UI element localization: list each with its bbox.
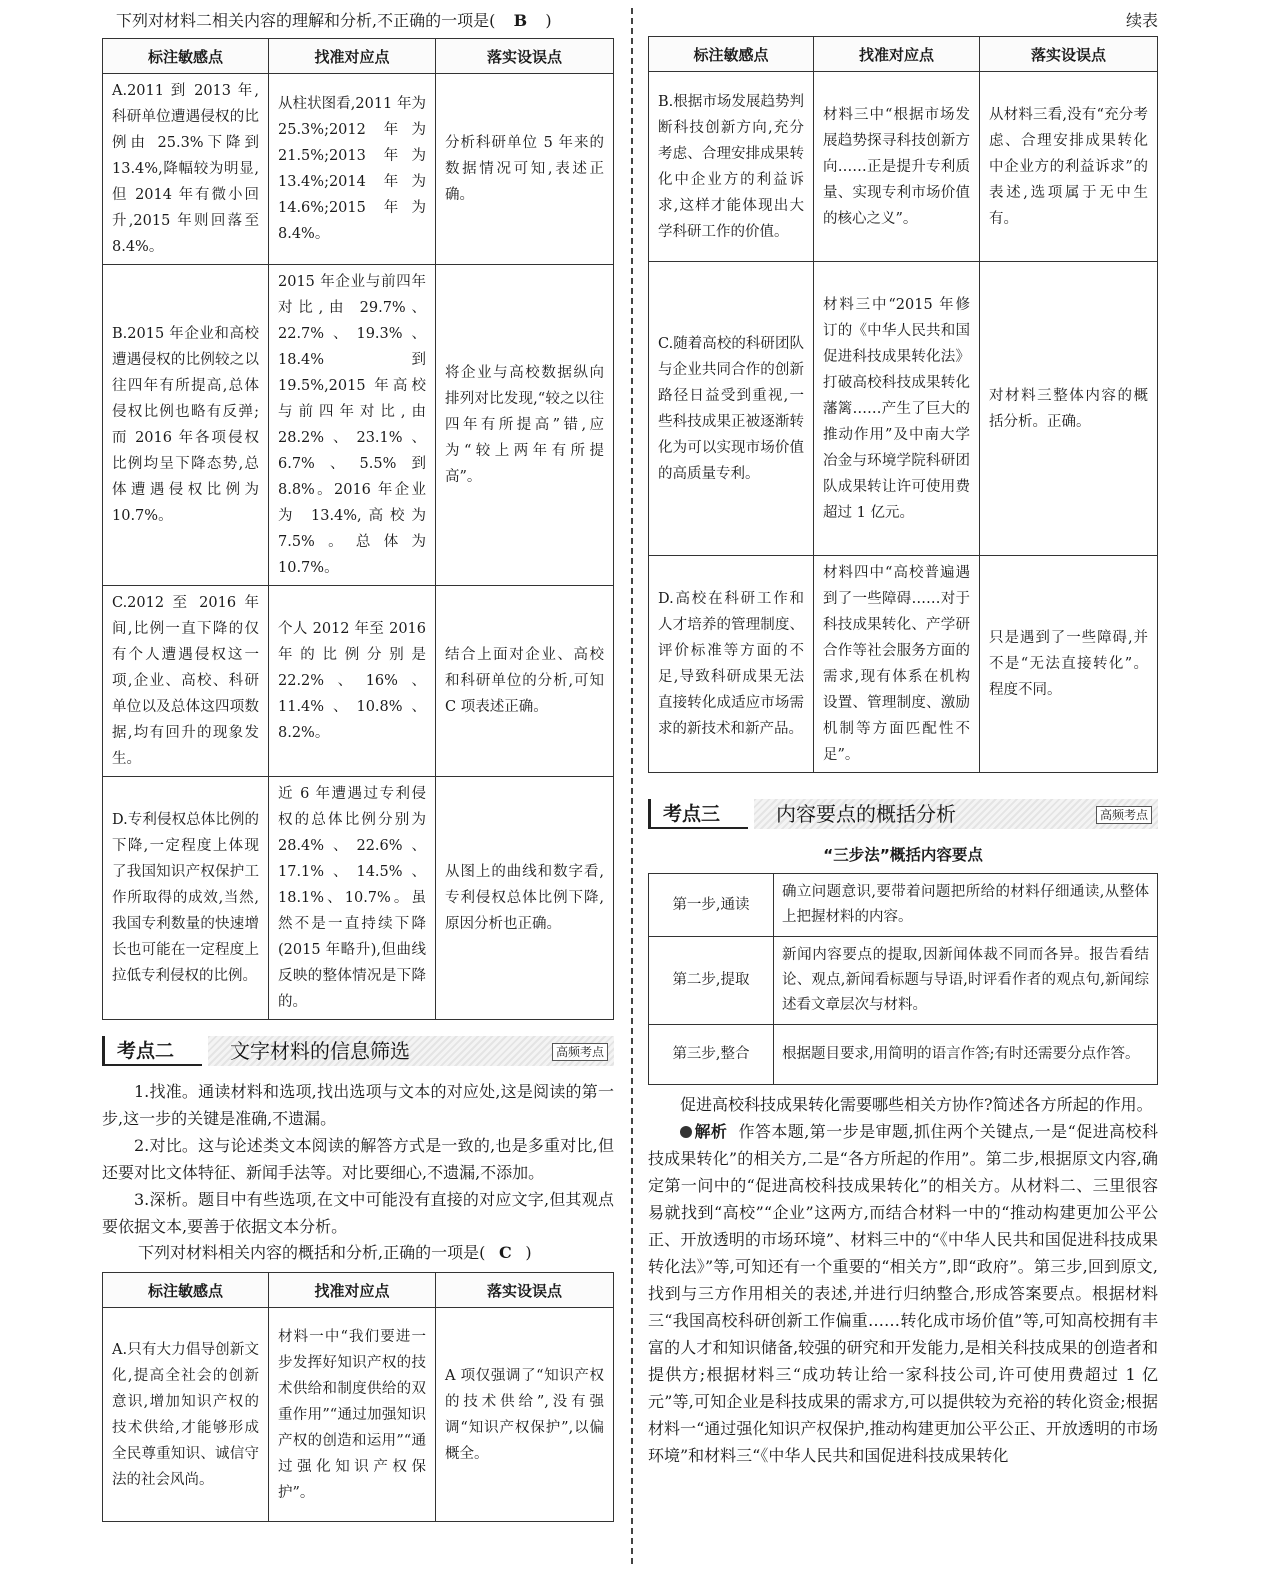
question-2: [102, 1240, 614, 1266]
table-cell: 只是遇到了一些障碍,并不是“无法直接转化”。程度不同。: [980, 556, 1158, 773]
step-name: 第一步,通读: [649, 874, 774, 937]
question-2-answer: C: [498, 1243, 512, 1262]
question-1: [102, 8, 614, 34]
table-cell: 将企业与高校数据纵向排列对比发现,“较之以往四年有所提高”错,应为“较上两年有所提高”。: [436, 265, 614, 586]
paragraph: 3.深析。题目中有些选项,在文中可能没有直接的对应文字,但其观点要依据文本,要善于依据文本分析。: [102, 1190, 614, 1236]
step-text: 根据题目要求,用简明的语言作答;有时还需要分点作答。: [774, 1025, 1158, 1085]
table-cell: 材料四中“高校普遍遇到了一些障碍……对于科技成果转化、产学研合作等社会服务方面的需求,现有体系在机构设置、管理制度、激励机制等方面匹配性不足”。: [814, 556, 980, 773]
table-row: [103, 586, 614, 777]
question-2-suffix: ): [525, 1243, 532, 1262]
table-header: 找准对应点: [269, 39, 436, 74]
table-row: [649, 72, 1158, 262]
paragraph: 1.找准。通读材料和选项,找出选项与文本的对应处,这是阅读的第一步,这一步的关键是准确,不遗漏。: [102, 1082, 614, 1128]
section-title: 内容要点的概括分析: [776, 802, 956, 826]
table-header: 落实设误点: [436, 39, 614, 74]
table-header: 标注敏感点: [649, 37, 814, 72]
table-cell: D.高校在科研工作和人才培养的管理制度、评价标准等方面的不足,导致科研成果无法直接转化成适应市场需求的新技术和新产品。: [649, 556, 814, 773]
table-header-row: [103, 1273, 614, 1308]
step-name: 第二步,提取: [649, 937, 774, 1025]
frequency-badge: 高频考点: [1096, 806, 1152, 824]
table-row: [103, 74, 614, 265]
table-header: 标注敏感点: [103, 1273, 269, 1308]
table-header-row: [103, 39, 614, 74]
table-cell: 2015 年企业与前四年对比,由 29.7%、22.7%、19.3%、18.4%到 19.5%,2015 年高校与前四年对比,由 28.2%、23.1%、6.7%、5.5%到 8.8%。2016 年企业为 13.4%,高校为 7.5%。总体为 10.7%。: [269, 265, 436, 586]
table-cell: C.随着高校的科研团队与企业共同合作的创新路径日益受到重视,一些科技成果正被逐渐转化为可以实现市场价值的高质量专利。: [649, 262, 814, 556]
table-cell: A.2011 到 2013 年,科研单位遭遇侵权的比例由 25.3%下降到 13.4%,降幅较为明显,但 2014 年有微小回升,2015 年则回落至 8.4%。: [103, 74, 269, 265]
table-cell: D.专利侵权总体比例的下降,一定程度上体现了我国知识产权保护工作所取得的成效,当然,我国专利数量的快速增长也可能在一定程度上拉低专利侵权的比例。: [103, 777, 269, 1020]
analysis-icon: [680, 1126, 692, 1138]
table-header: 标注敏感点: [103, 39, 269, 74]
table-cell: A 项仅强调了“知识产权的技术供给”,没有强调“知识产权保护”,以偏概全。: [436, 1308, 614, 1522]
analysis-label: 解析: [694, 1122, 728, 1141]
table-cell: 个人 2012 年至 2016 年的比例分别是 22.2%、16%、11.4%、10.8%、8.2%。: [269, 586, 436, 777]
analysis-paragraph: [648, 1118, 1158, 1469]
table-cell: B.2015 年企业和高校遭遇侵权的比例较之以往四年有所提高,总体侵权比例也略有反弹;而 2016 年各项侵权比例均呈下降态势,总体遭遇侵权比例为 10.7%。: [103, 265, 269, 586]
section-title: 文字材料的信息筛选: [230, 1039, 410, 1063]
table-cell: 分析科研单位 5 年来的数据情况可知,表述正确。: [436, 74, 614, 265]
analysis-text: 作答本题,第一步是审题,抓住两个关键点,一是“促进高校科技成果转化”的相关方,二是“各方所起的作用”。第二步,根据原文内容,确定第一问中的“促进高校科技成果转化”的相关方。从材料二、三里很容易就找到“高校”“企业”这两方,而结合材料一中的“推动构建更加公平公正、开放透明的市场环境”、材料三中的“《中华人民共和国促进科技成果转化法》”等,可知还有一个重要的“相关方”,即“政府”。第三步,回到原文,找到与三方作用相关的表述,并进行归纳整合,形成答案要点。根据材料三“我国高校科研创新工作偏重……转化成市场价值”等,可知高校拥有丰富的人才和知识储备,较强的研究和开发能力,是相关科技成果的创造者和提供方;根据材料三“成功转让给一家科技公司,许可使用费超过 1 亿元”等,可知企业是科技成果的需求方,可以提供较为充裕的转化资金;根据材料一“通过强化知识产权保护,推动构建更加公平公正、开放透明的市场环境”和材料三“《中华人民共和国促进科技成果转化: [648, 1122, 1158, 1465]
step-text: 确立问题意识,要带着问题把所给的材料仔细通读,从整体上把握材料的内容。: [774, 874, 1158, 937]
table-cell: 对材料三整体内容的概括分析。正确。: [980, 262, 1158, 556]
paragraph: 2.对比。这与论述类文本阅读的解答方式是一致的,也是多重对比,但还要对比文体特征、新闻手法等。对比要细心,不遗漏,不添加。: [102, 1136, 614, 1182]
table-cell: 从图上的曲线和数字看,专利侵权总体比例下降,原因分析也正确。: [436, 777, 614, 1020]
step-text: 新闻内容要点的提取,因新闻体裁不同而各异。报告看结论、观点,新闻看标题与导语,时评看作者的观点句,新闻综述看文章层次与材料。: [774, 937, 1158, 1025]
table-cell: 从柱状图看,2011 年为 25.3%;2012 年为 21.5%;2013 年为 13.4%;2014 年为 14.6%;2015 年为 8.4%。: [269, 74, 436, 265]
question-1-answer: B: [513, 11, 528, 30]
continued-label: 续表: [1125, 11, 1158, 30]
analysis-table-3: [648, 36, 1158, 773]
table-header-row: [649, 37, 1158, 72]
table-header: 落实设误点: [436, 1273, 614, 1308]
table-row: [649, 874, 1158, 937]
table-cell: C.2012 至 2016 年间,比例一直下降的仅有个人遭遇侵权这一项,企业、高校、科研单位以及总体这四项数据,均有回升的现象发生。: [103, 586, 269, 777]
section-number: 考点二: [102, 1036, 202, 1066]
table-cell: 材料一中“我们要进一步发挥好知识产权的技术供给和制度供给的双重作用”“通过加强知识产权的创造和运用”“通过强化知识产权保护”。: [269, 1308, 436, 1522]
table-cell: 材料三中“2015 年修订的《中华人民共和国促进科技成果转化法》打破高校科技成果转化藩篱……产生了巨大的推动作用”及中南大学冶金与环境学院科研团队成果转让许可使用费超过 1 亿元。: [814, 262, 980, 556]
frequency-badge: 高频考点: [552, 1043, 608, 1061]
left-column: [102, 8, 614, 1522]
table-cell: 从材料三看,没有“充分考虑、合理安排成果转化中企业方的利益诉求”的表述,选项属于无中生有。: [980, 72, 1158, 262]
table-cell: 结合上面对企业、高校和科研单位的分析,可知 C 项表述正确。: [436, 586, 614, 777]
table-header: 找准对应点: [269, 1273, 436, 1308]
table-row: [103, 777, 614, 1020]
table-row: [103, 265, 614, 586]
table-row: [649, 1025, 1158, 1085]
question-3: 促进高校科技成果转化需要哪些相关方协作?简述各方所起的作用。: [680, 1095, 1153, 1114]
question-1-suffix: ): [545, 11, 552, 30]
table-cell: 近 6 年遭遇过专利侵权的总体比例分别为 28.4%、22.6%、17.1%、14.5%、18.1%、10.7%。虽然不是一直持续下降(2015 年略升),但曲线反映的整体情况是下降的。: [269, 777, 436, 1020]
table-header: 落实设误点: [980, 37, 1158, 72]
steps-title: “三步法”概括内容要点: [823, 846, 983, 864]
question-2-text: 下列对材料相关内容的概括和分析,正确的一项是(: [138, 1243, 486, 1262]
analysis-table-2: [102, 1272, 614, 1522]
right-column: [648, 8, 1158, 1469]
table-cell: 材料三中“根据市场发展趋势探寻科技创新方向……正是提升专利质量、实现专利市场价值的核心之义”。: [814, 72, 980, 262]
question-1-text: 下列对材料二相关内容的理解和分析,不正确的一项是(: [116, 11, 496, 30]
steps-table: [648, 873, 1158, 1085]
section-number: 考点三: [648, 799, 748, 829]
table-cell: B.根据市场发展趋势判断科技创新方向,充分考虑、合理安排成果转化中企业方的利益诉求,这样才能体现出大学科研工作的价值。: [649, 72, 814, 262]
table-header: 找准对应点: [814, 37, 980, 72]
table-row: [103, 1308, 614, 1522]
section-header-kp3: [648, 795, 1158, 835]
column-divider: [631, 8, 633, 1564]
table-row: [649, 262, 1158, 556]
table-row: [649, 556, 1158, 773]
step-name: 第三步,整合: [649, 1025, 774, 1085]
section-header-kp2: [102, 1032, 614, 1072]
table-row: [649, 937, 1158, 1025]
analysis-table-1: [102, 38, 614, 1020]
table-cell: A.只有大力倡导创新文化,提高全社会的创新意识,增加知识产权的技术供给,才能够形成全民尊重知识、诚信守法的社会风尚。: [103, 1308, 269, 1522]
